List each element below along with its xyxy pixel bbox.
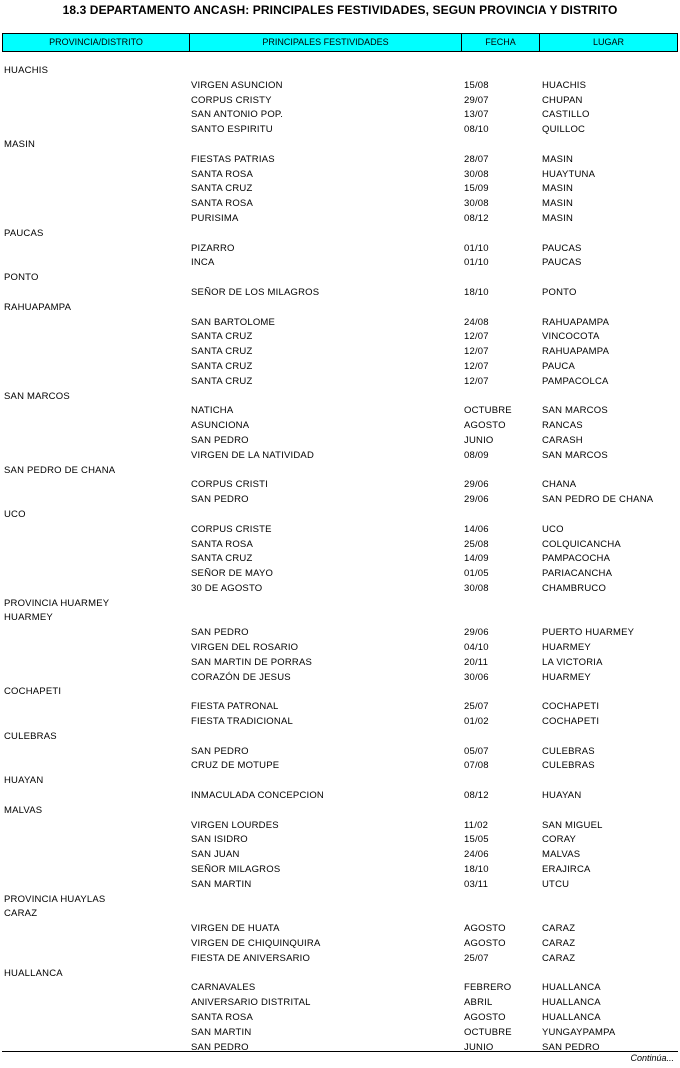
lugar-cell: MASIN	[542, 183, 574, 195]
lugar-cell: PUERTO HUARMEY	[542, 627, 635, 639]
fecha-cell: 18/10	[464, 864, 489, 876]
table-row	[0, 922, 680, 937]
provincia-distrito-cell: SAN PEDRO DE CHANA	[4, 464, 116, 476]
fecha-cell: ABRIL	[464, 997, 493, 1009]
table-row	[0, 79, 680, 94]
fecha-cell: 29/06	[464, 479, 489, 491]
table-row	[0, 493, 680, 508]
lugar-cell: UCO	[542, 523, 564, 535]
fecha-cell: 15/09	[464, 183, 489, 195]
lugar-cell: SAN MARCOS	[542, 449, 608, 461]
festividad-cell: SANTA CRUZ	[191, 331, 253, 343]
table-row	[0, 1026, 680, 1041]
group-row	[0, 64, 680, 79]
lugar-cell: SAN PEDRO	[542, 1041, 600, 1053]
header-fecha: FECHA	[462, 34, 540, 51]
fecha-cell: OCTUBRE	[464, 1026, 512, 1038]
table-row	[0, 153, 680, 168]
provincia-distrito-cell: UCO	[4, 508, 26, 520]
fecha-cell: 12/07	[464, 346, 489, 358]
table-row	[0, 523, 680, 538]
fecha-cell: 12/07	[464, 331, 489, 343]
provincia-distrito-cell: CARAZ	[4, 908, 38, 920]
group-row	[0, 227, 680, 242]
festividad-cell: ASUNCIONA	[191, 420, 250, 432]
lugar-cell: PAMPACOCHA	[542, 553, 611, 565]
lugar-cell: HUALLANCA	[542, 997, 601, 1009]
festividad-cell: VIRGEN DE CHIQUINQUIRA	[191, 938, 321, 950]
header-festividades: PRINCIPALES FESTIVIDADES	[190, 34, 462, 51]
table-row	[0, 878, 680, 893]
festividad-cell: SANTA CRUZ	[191, 360, 253, 372]
fecha-cell: 13/07	[464, 109, 489, 121]
table-row	[0, 197, 680, 212]
festividad-cell: SAN PEDRO	[191, 494, 249, 506]
lugar-cell: CARAZ	[542, 952, 576, 964]
provincia-distrito-cell: RAHUAPAMPA	[4, 301, 72, 313]
festividad-cell: SEÑOR DE MAYO	[191, 568, 274, 580]
festividad-cell: SANTA CRUZ	[191, 346, 253, 358]
lugar-cell: UTCU	[542, 878, 570, 890]
table-row	[0, 434, 680, 449]
festividad-cell: FIESTA TRADICIONAL	[191, 716, 293, 728]
table-row	[0, 863, 680, 878]
lugar-cell: HUARMEY	[542, 671, 591, 683]
fecha-cell: JUNIO	[464, 434, 494, 446]
table-row	[0, 567, 680, 582]
table-header	[2, 33, 678, 52]
festividad-cell: SAN MARTIN	[191, 1026, 252, 1038]
provincia-distrito-cell: MALVAS	[4, 804, 43, 816]
group-row	[0, 390, 680, 405]
fecha-cell: AGOSTO	[464, 1012, 506, 1023]
festividad-cell: VIRGEN DE LA NATIVIDAD	[191, 449, 315, 461]
festividad-cell: FIESTA DE ANIVERSARIO	[191, 952, 311, 964]
festividad-cell: SAN ANTONIO POP.	[191, 109, 284, 121]
group-row	[0, 804, 680, 819]
fecha-cell: 01/10	[464, 257, 489, 269]
table-row	[0, 715, 680, 730]
fecha-cell: OCTUBRE	[464, 405, 512, 417]
table-row	[0, 286, 680, 301]
fecha-cell: 15/08	[464, 79, 489, 91]
lugar-cell: HUAYAN	[542, 790, 582, 802]
lugar-cell: CULEBRAS	[542, 760, 595, 772]
fecha-cell: 14/09	[464, 553, 489, 565]
table-row	[0, 242, 680, 257]
table-row	[0, 123, 680, 138]
lugar-cell: PONTO	[542, 286, 577, 298]
group-row	[0, 138, 680, 153]
group-row	[0, 967, 680, 982]
fecha-cell: 24/06	[464, 849, 489, 861]
lugar-cell: SAN MIGUEL	[542, 819, 603, 831]
festividad-cell: SANTA CRUZ	[191, 553, 253, 565]
provincia-distrito-cell: PAUCAS	[4, 227, 44, 239]
table-row	[0, 330, 680, 345]
festividad-cell: SANTA ROSA	[191, 198, 254, 210]
festividad-cell: CARNAVALES	[191, 982, 256, 994]
lugar-cell: CARASH	[542, 434, 583, 446]
fecha-cell: 20/11	[464, 656, 489, 668]
lugar-cell: RAHUAPAMPA	[542, 316, 610, 328]
lugar-cell: MASIN	[542, 198, 574, 210]
lugar-cell: CARAZ	[542, 938, 576, 950]
fecha-cell: 12/07	[464, 360, 489, 372]
festividad-cell: SAN PEDRO	[191, 745, 249, 757]
festividad-cell: SAN PEDRO	[191, 627, 249, 639]
festividad-cell: INMACULADA CONCEPCION	[191, 790, 324, 802]
lugar-cell: YUNGAYPAMPA	[542, 1026, 616, 1038]
table-body	[0, 64, 680, 1055]
fecha-cell: 04/10	[464, 642, 489, 654]
table-row	[0, 848, 680, 863]
fecha-cell: 15/05	[464, 834, 489, 846]
group-row	[0, 508, 680, 523]
lugar-cell: CARAZ	[542, 923, 576, 935]
table-row	[0, 375, 680, 390]
lugar-cell: MASIN	[542, 153, 574, 165]
festividad-cell: SAN JUAN	[191, 849, 240, 861]
lugar-cell: SAN PEDRO DE CHANA	[542, 494, 654, 506]
group-row	[0, 685, 680, 700]
lugar-cell: CHAMBRUCO	[542, 582, 607, 594]
festividad-cell: SANTA ROSA	[191, 1012, 254, 1023]
festividad-cell: SANTO ESPIRITU	[191, 124, 273, 136]
table-row	[0, 538, 680, 553]
lugar-cell: RAHUAPAMPA	[542, 346, 610, 358]
page-title: 18.3 DEPARTAMENTO ANCASH: PRINCIPALES FESTIVIDADES, SEGUN PROVINCIA Y DISTRITO	[62, 3, 618, 17]
fecha-cell: 08/12	[464, 212, 489, 224]
table-row	[0, 182, 680, 197]
festividad-cell: FIESTAS PATRIAS	[191, 153, 275, 165]
table-row	[0, 819, 680, 834]
festividad-cell: SAN PEDRO	[191, 434, 249, 446]
table-row	[0, 833, 680, 848]
table-row	[0, 108, 680, 123]
table-row	[0, 996, 680, 1011]
fecha-cell: 25/07	[464, 701, 489, 713]
fecha-cell: 03/11	[464, 878, 489, 890]
lugar-cell: HUACHIS	[542, 79, 587, 91]
fecha-cell: 07/08	[464, 760, 489, 772]
festividad-cell: SANTA ROSA	[191, 168, 254, 180]
provincia-distrito-cell: CULEBRAS	[4, 730, 57, 742]
table-row	[0, 952, 680, 967]
lugar-cell: SAN MARCOS	[542, 405, 608, 417]
fecha-cell: 28/07	[464, 153, 489, 165]
lugar-cell: LA VICTORIA	[542, 656, 603, 668]
table-row	[0, 212, 680, 227]
festividad-cell: ANIVERSARIO DISTRITAL	[191, 997, 311, 1009]
fecha-cell: 01/02	[464, 716, 489, 728]
table-row	[0, 981, 680, 996]
provincia-distrito-cell: COCHAPETI	[4, 686, 62, 698]
lugar-cell: COCHAPETI	[542, 701, 600, 713]
table-row	[0, 700, 680, 715]
lugar-cell: PAUCA	[542, 360, 576, 372]
header-provincia-distrito: PROVINCIA/DISTRITO	[3, 34, 190, 51]
provincia-distrito-cell: SAN MARCOS	[4, 390, 70, 402]
provincia-distrito-cell: PROVINCIA HUARMEY	[4, 597, 110, 609]
fecha-cell: 08/09	[464, 449, 489, 461]
table-row	[0, 789, 680, 804]
festividad-cell: SANTA ROSA	[191, 538, 254, 550]
fecha-cell: 08/12	[464, 790, 489, 802]
festividad-cell: SAN ISIDRO	[191, 834, 248, 846]
provincia-distrito-cell: MASIN	[4, 138, 36, 150]
lugar-cell: MALVAS	[542, 849, 581, 861]
fecha-cell: AGOSTO	[464, 938, 506, 950]
table-row	[0, 552, 680, 567]
festividad-cell: VIRGEN DEL ROSARIO	[191, 642, 299, 654]
table-row	[0, 256, 680, 271]
lugar-cell: HUAYTUNA	[542, 168, 596, 180]
table-row	[0, 745, 680, 760]
table-row	[0, 937, 680, 952]
bottom-divider	[2, 1051, 678, 1052]
table-row	[0, 94, 680, 109]
lugar-cell: HUALLANCA	[542, 1012, 601, 1023]
festividad-cell: CORPUS CRISTE	[191, 523, 272, 535]
table-row	[0, 449, 680, 464]
group-row	[0, 774, 680, 789]
table-row	[0, 404, 680, 419]
lugar-cell: CHANA	[542, 479, 577, 491]
provincia-distrito-cell: HUACHIS	[4, 65, 49, 76]
lugar-cell: PAUCAS	[542, 257, 582, 269]
table-row	[0, 671, 680, 686]
festividad-cell: FIESTA PATRONAL	[191, 701, 279, 713]
table-row	[0, 759, 680, 774]
lugar-cell: HUALLANCA	[542, 982, 601, 994]
festividad-cell: CORPUS CRISTY	[191, 94, 272, 106]
fecha-cell: JUNIO	[464, 1041, 494, 1053]
fecha-cell: 11/02	[464, 819, 489, 831]
festividad-cell: VIRGEN DE HUATA	[191, 923, 280, 935]
lugar-cell: COLQUICANCHA	[542, 538, 621, 550]
lugar-cell: RANCAS	[542, 420, 583, 432]
group-row	[0, 611, 680, 626]
lugar-cell: HUARMEY	[542, 642, 591, 654]
lugar-cell: VINCOCOTA	[542, 331, 600, 343]
table-row	[0, 478, 680, 493]
festividad-cell: VIRGEN LOURDES	[191, 819, 279, 831]
fecha-cell: 25/07	[464, 952, 489, 964]
table-row	[0, 582, 680, 597]
fecha-cell: 29/06	[464, 627, 489, 639]
header-lugar: LUGAR	[592, 37, 624, 47]
festividad-cell: CRUZ DE MOTUPE	[191, 760, 280, 772]
fecha-cell: 08/10	[464, 124, 489, 136]
festividad-cell: PIZARRO	[191, 242, 235, 254]
festividad-cell: SEÑOR MILAGROS	[191, 864, 281, 876]
lugar-cell: CHUPAN	[542, 94, 583, 106]
lugar-cell: CULEBRAS	[542, 745, 595, 757]
provincia-distrito-cell: HUALLANCA	[4, 967, 63, 979]
table-row	[0, 656, 680, 671]
table-row	[0, 1011, 680, 1026]
fecha-cell: 30/06	[464, 671, 489, 683]
lugar-cell: PAMPACOLCA	[542, 375, 609, 387]
fecha-cell: AGOSTO	[464, 923, 506, 935]
fecha-cell: 14/06	[464, 523, 489, 535]
festividad-cell: CORAZÓN DE JESUS	[191, 671, 291, 683]
festividad-cell: CORPUS CRISTI	[191, 479, 269, 491]
fecha-cell: 30/08	[464, 168, 489, 180]
festividad-cell: NATICHA	[191, 405, 234, 417]
fecha-cell: 01/10	[464, 242, 489, 254]
lugar-cell: PAUCAS	[542, 242, 582, 254]
fecha-cell: 18/10	[464, 286, 489, 298]
table-row	[0, 168, 680, 183]
fecha-cell: 12/07	[464, 375, 489, 387]
lugar-cell: QUILLOC	[542, 124, 586, 136]
group-row	[0, 893, 680, 908]
table-row	[0, 360, 680, 375]
provincia-distrito-cell: HUAYAN	[4, 775, 44, 787]
fecha-cell: 25/08	[464, 538, 489, 550]
festividad-cell: SAN PEDRO	[191, 1041, 249, 1053]
festividad-cell: SANTA CRUZ	[191, 183, 253, 195]
lugar-cell: COCHAPETI	[542, 716, 600, 728]
group-row	[0, 271, 680, 286]
continua-note: Continúa...	[630, 1053, 674, 1063]
group-row	[0, 464, 680, 479]
fecha-cell: 01/05	[464, 568, 489, 580]
festividad-cell: SEÑOR DE LOS MILAGROS	[191, 286, 320, 298]
table-row	[0, 641, 680, 656]
festividad-cell: VIRGEN ASUNCION	[191, 79, 283, 91]
fecha-cell: 30/08	[464, 582, 489, 594]
table-row	[0, 626, 680, 641]
fecha-cell: 30/08	[464, 198, 489, 210]
festividad-cell: SAN MARTIN DE PORRAS	[191, 656, 313, 668]
table-row	[0, 345, 680, 360]
fecha-cell: 29/07	[464, 94, 489, 106]
festividad-cell: SAN BARTOLOME	[191, 316, 276, 328]
lugar-cell: PARIACANCHA	[542, 568, 613, 580]
festividad-cell: SAN MARTIN	[191, 878, 252, 890]
group-row	[0, 597, 680, 612]
group-row	[0, 301, 680, 316]
group-row	[0, 907, 680, 922]
table-row	[0, 316, 680, 331]
fecha-cell: AGOSTO	[464, 420, 506, 432]
fecha-cell: 24/08	[464, 316, 489, 328]
fecha-cell: 29/06	[464, 494, 489, 506]
provincia-distrito-cell: PONTO	[4, 272, 39, 284]
provincia-distrito-cell: HUARMEY	[4, 612, 53, 624]
festividad-cell: 30 DE AGOSTO	[191, 582, 263, 594]
table-row	[0, 419, 680, 434]
table-row	[0, 1041, 680, 1056]
lugar-cell: CASTILLO	[542, 109, 590, 121]
provincia-distrito-cell: PROVINCIA HUAYLAS	[4, 893, 106, 905]
festividad-cell: INCA	[191, 257, 215, 269]
group-row	[0, 730, 680, 745]
fecha-cell: FEBRERO	[464, 982, 512, 994]
lugar-cell: MASIN	[542, 212, 574, 224]
festividad-cell: PURISIMA	[191, 212, 239, 224]
lugar-cell: ERAJIRCA	[542, 864, 591, 876]
lugar-cell: CORAY	[542, 834, 577, 846]
festividad-cell: SANTA CRUZ	[191, 375, 253, 387]
fecha-cell: 05/07	[464, 745, 489, 757]
